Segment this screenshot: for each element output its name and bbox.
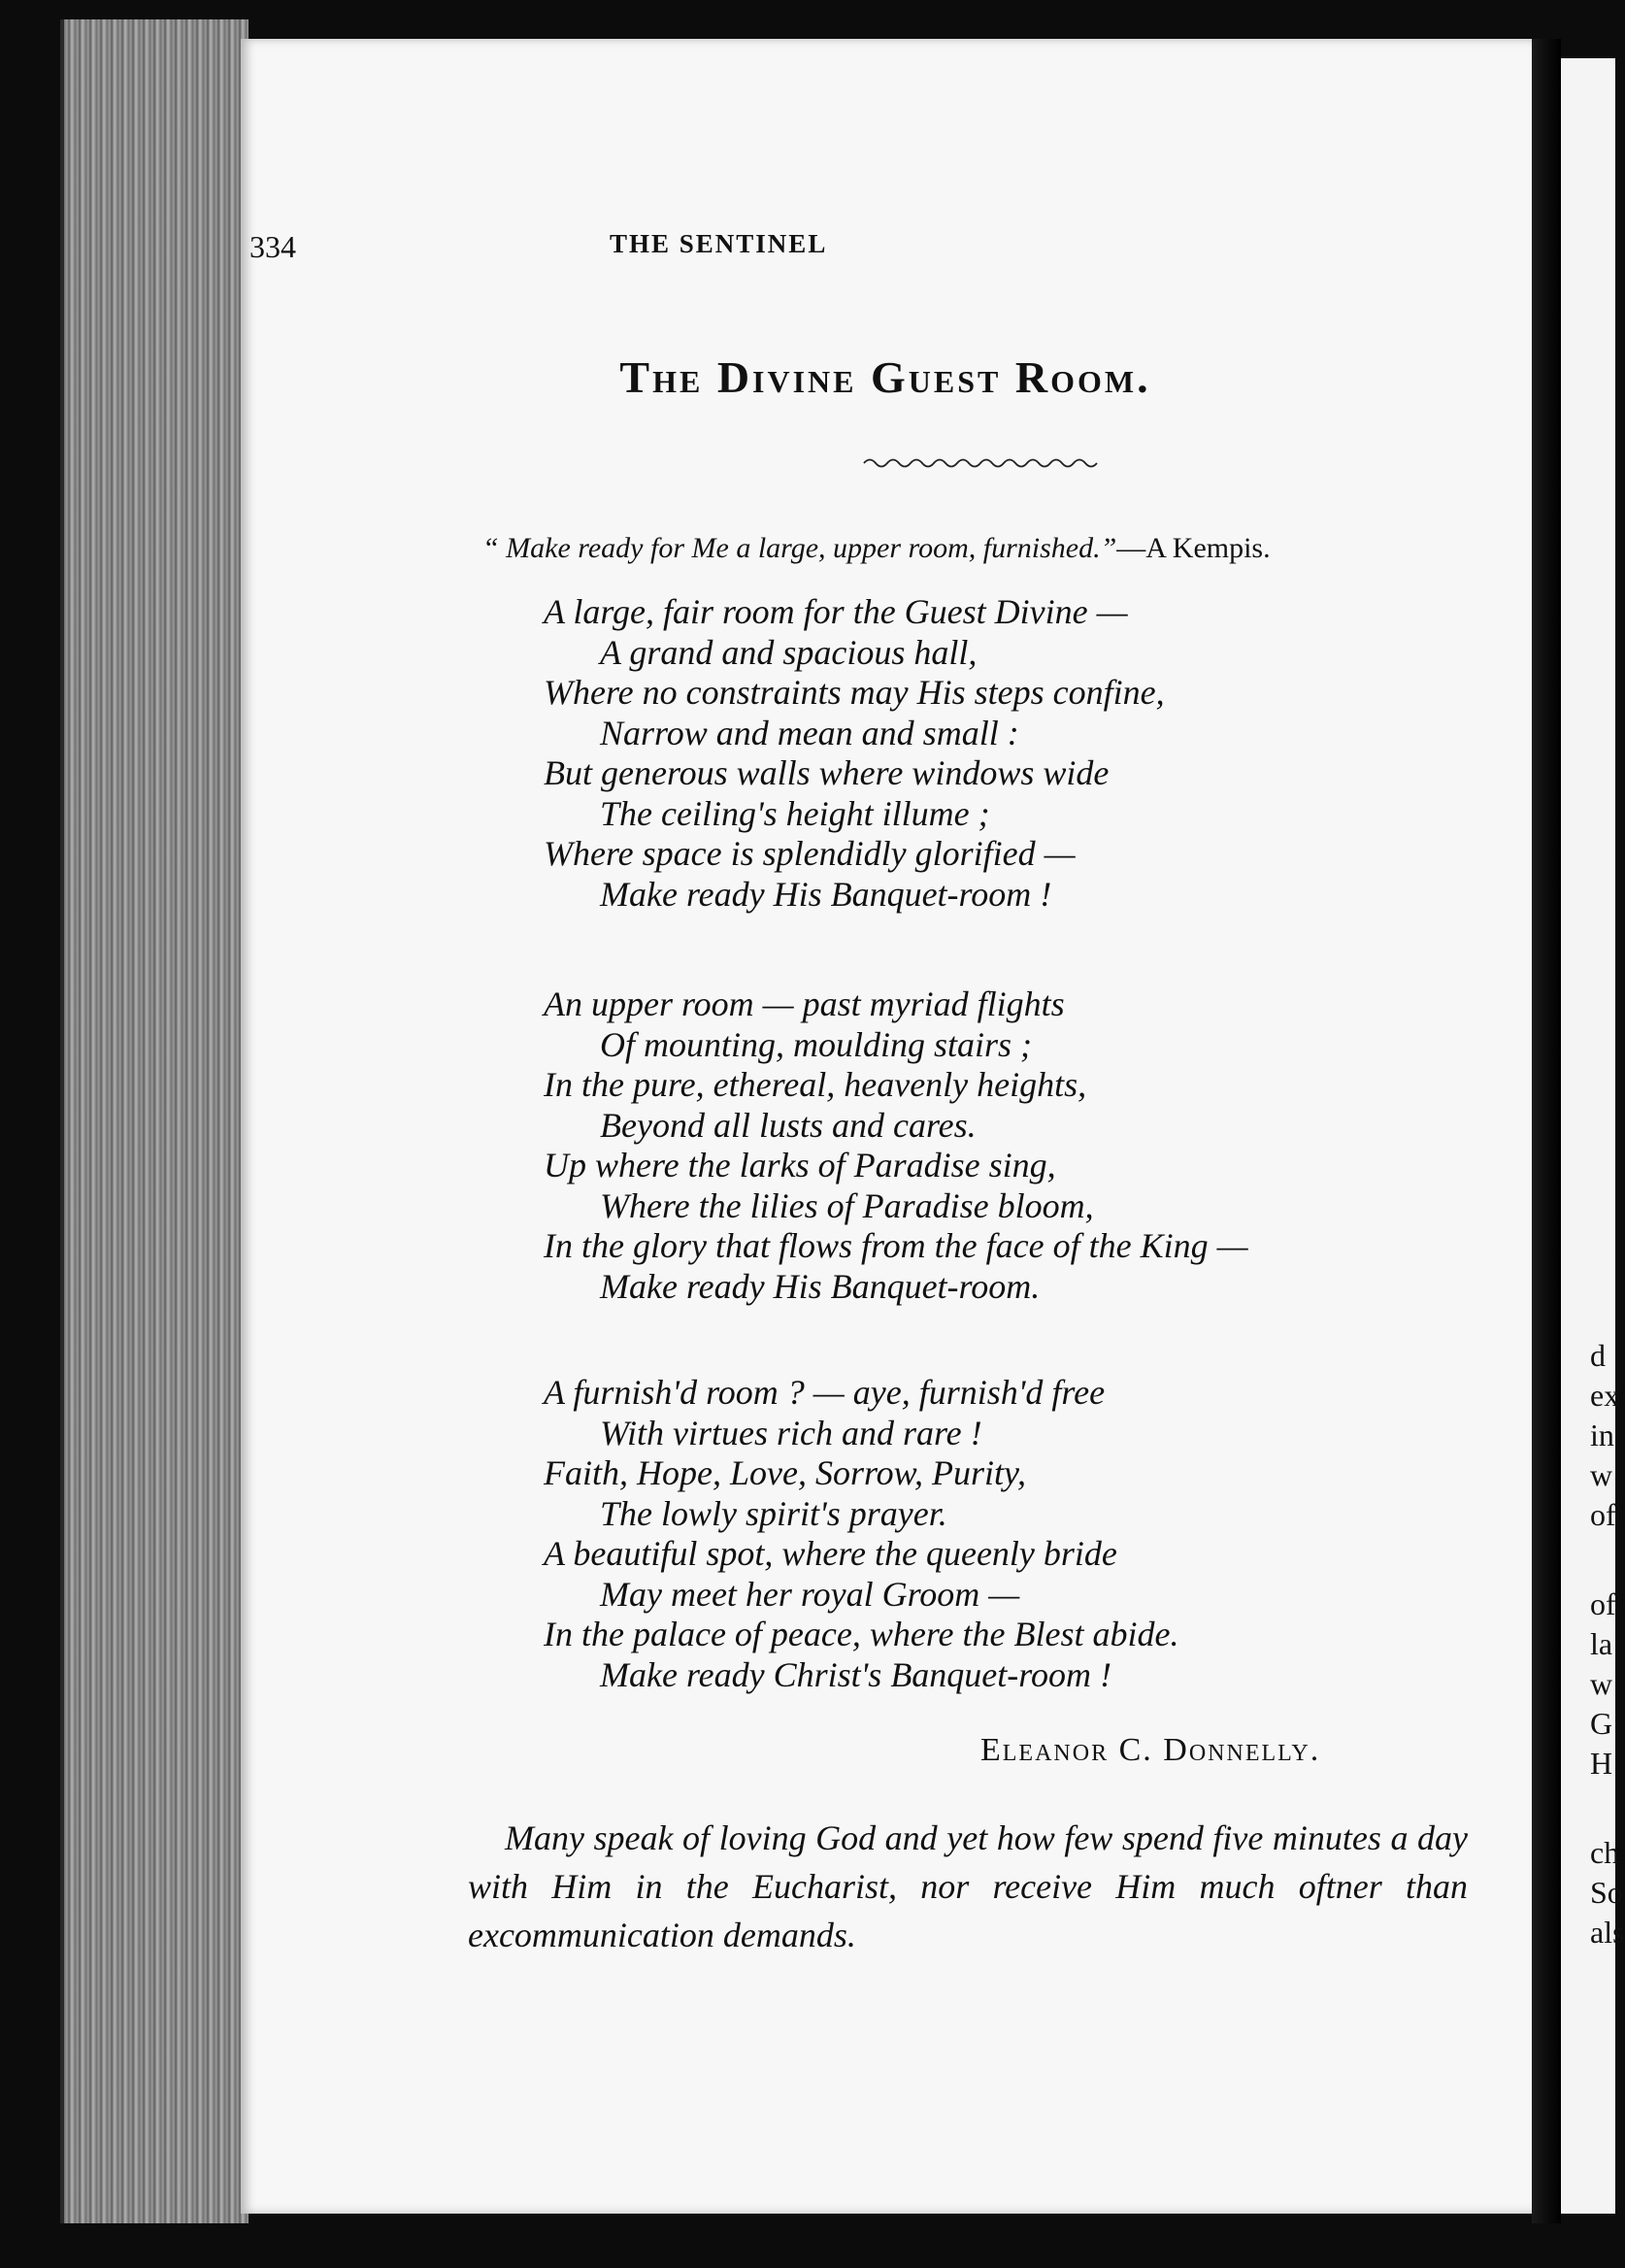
- closing-paragraph: Many speak of loving God and yet how few spend five minutes a day with Him in the Eucharist, nor receive Him much oftner than excommunication demands.: [468, 1818, 1468, 1954]
- poem-line: In the palace of peace, where the Blest abide.: [544, 1615, 1179, 1653]
- poem-line: A beautiful spot, where the queenly bride: [544, 1534, 1117, 1573]
- facing-page-fragment: of: [1590, 1497, 1616, 1532]
- poem-line: Faith, Hope, Love, Sorrow, Purity,: [544, 1453, 1026, 1492]
- poem-line: With virtues rich and rare !: [600, 1413, 982, 1452]
- facing-page-fragment: ch: [1590, 1835, 1620, 1870]
- facing-page-fragment: w: [1590, 1457, 1613, 1492]
- poem-line: A grand and spacious hall,: [600, 632, 978, 672]
- poem-line: Beyond all lusts and cares.: [600, 1105, 977, 1145]
- facing-page-fragment: G: [1590, 1706, 1613, 1741]
- epigraph: [482, 532, 1271, 565]
- poem-title: The Divine Guest Room.: [619, 352, 1151, 402]
- poem-line: In the glory that flows from the face of the King —: [544, 1226, 1248, 1265]
- stanza-2: [544, 984, 1248, 1307]
- poem-line: The lowly spirit's prayer.: [600, 1493, 947, 1533]
- journal-title: THE SENTINEL: [610, 229, 828, 258]
- poem-line: Where no constraints may His steps confine,: [544, 673, 1165, 712]
- facing-page-fragment: la: [1590, 1626, 1613, 1661]
- facing-page-fragment: d: [1590, 1338, 1606, 1373]
- poem-line: Up where the larks of Paradise sing,: [544, 1146, 1056, 1184]
- poem-line: Narrow and mean and small :: [600, 713, 1019, 752]
- epigraph-quote: “ Make ready for Me a large, upper room, furnished.”: [482, 532, 1117, 564]
- poem-line: Of mounting, moulding stairs ;: [600, 1024, 1033, 1064]
- poem-line: May meet her royal Groom —: [600, 1574, 1020, 1614]
- wavy-rule-ornament: [862, 454, 1099, 472]
- poem-line: The ceiling's height illume ;: [600, 793, 990, 833]
- facing-page-fragment: ex: [1590, 1378, 1620, 1413]
- page-edges: [60, 19, 249, 2223]
- poem-line: A furnish'd room ? — aye, furnish'd free: [544, 1373, 1106, 1412]
- poem-line: Make ready His Banquet-room.: [600, 1266, 1041, 1306]
- facing-page-fragment: in: [1590, 1418, 1614, 1452]
- poem-line: Make ready Christ's Banquet-room !: [600, 1654, 1111, 1694]
- facing-page-fragment: of: [1590, 1586, 1616, 1621]
- page-number: 334: [249, 229, 296, 264]
- poem-line: An upper room — past myriad flights: [544, 984, 1065, 1023]
- poem-line: Where space is splendidly glorified —: [544, 834, 1076, 873]
- poem-line: Where the lilies of Paradise bloom,: [600, 1185, 1094, 1225]
- facing-page-fragment: als: [1590, 1915, 1625, 1950]
- poem-line: Make ready His Banquet-room !: [600, 874, 1052, 914]
- poem-line: In the pure, ethereal, heavenly heights,: [544, 1065, 1087, 1104]
- facing-page-fragment: w: [1590, 1666, 1613, 1701]
- facing-page-fragment: So: [1590, 1875, 1623, 1910]
- poem-line: A large, fair room for the Guest Divine —: [544, 592, 1128, 631]
- facing-page-fragment: H: [1590, 1746, 1613, 1781]
- poem-line: But generous walls where windows wide: [544, 753, 1110, 792]
- stanza-3: [544, 1373, 1178, 1695]
- stanza-1: [544, 592, 1165, 915]
- epigraph-attribution: —A Kempis.: [1116, 532, 1271, 564]
- poem-author: Eleanor C. Donnelly.: [980, 1732, 1321, 1768]
